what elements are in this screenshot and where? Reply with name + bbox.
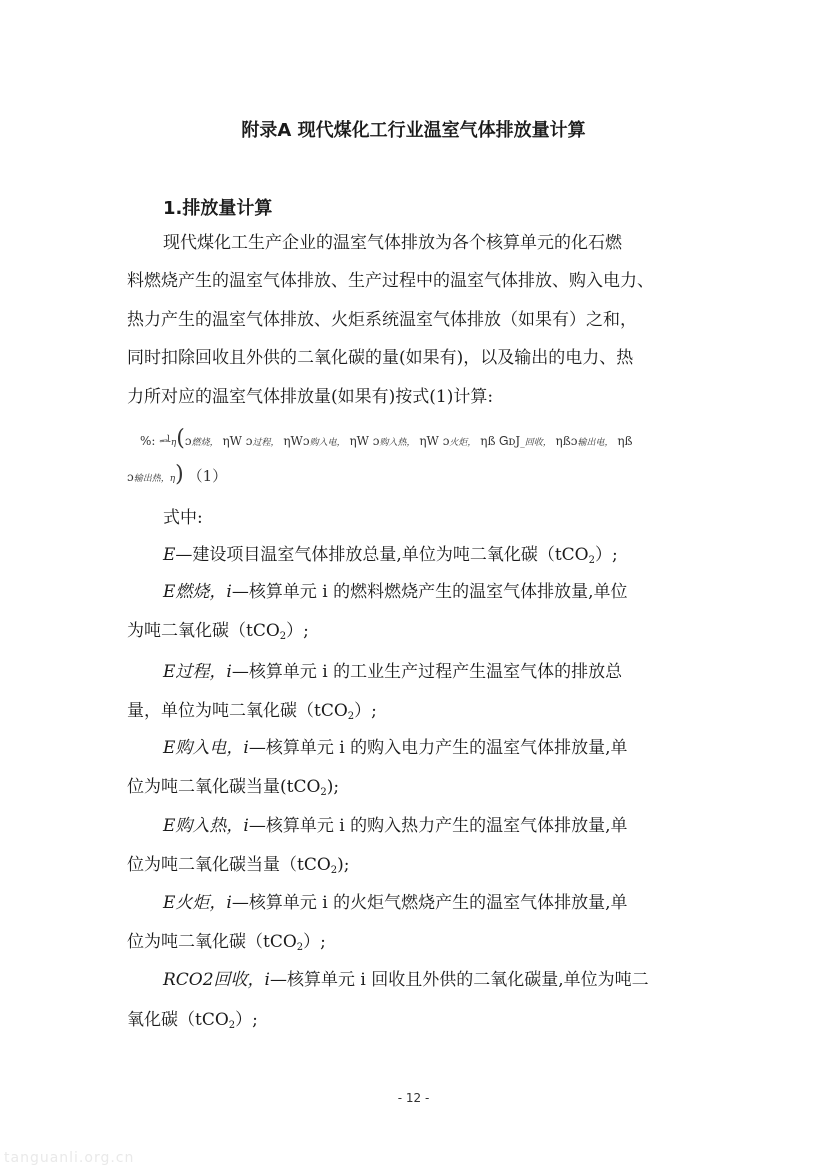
definition-text: —核算单元 i 回收且外供的二氧化碳量,单位为吨二 [270,970,649,990]
page-title: 附录A 现代煤化工行业温室气体排放量计算 [241,120,586,141]
formula-paren: ( [176,426,185,451]
definition-text: —核算单元 i 的购入电力产生的温室气体排放量,单 [248,738,628,758]
formula-subscript: 输出热， [133,474,170,484]
subscript: 2 [279,631,287,642]
definition-line [163,968,649,992]
subscript: 2 [228,1020,236,1031]
definition-line [163,891,628,915]
page-number: - 12 - [397,1091,430,1105]
definition-text: ）; [354,701,377,721]
definition-line [127,775,339,805]
definition-symbol: RCO2回收，i [163,970,270,990]
subscript: 2 [347,711,355,722]
formula-subscript: _回收， [520,438,552,448]
definition-text: ）; [594,545,618,565]
subscript: 2 [330,865,338,876]
definition-line [127,930,326,960]
intro-line: 料燃烧产生的温室气体排放、生产过程中的温室气体排放、购入电力、 [127,271,654,291]
definition-text: 量，单位为吨二氧化碳（tCO [127,701,348,721]
subscript: 2 [296,942,304,953]
formula-term: ɔ [127,470,134,484]
formula-term: ηWɔ [283,434,310,448]
definition-text: —建设项目温室气体排放总量,单位为吨二氧化碳（tCO [175,545,589,565]
definition-line [127,619,309,649]
formula-line-2 [127,462,227,487]
definition-line [127,699,377,729]
definition-line [163,543,618,573]
where-label: 式中: [163,508,203,528]
definition-symbol: E [163,545,176,565]
definition-text: ）; [286,621,309,641]
definition-symbol: E购入电，i [163,738,249,758]
formula-term: ηW ɔ [222,434,253,448]
definition-line [127,1008,258,1038]
definition-text: ); [337,855,350,875]
definition-text: —核算单元 i 的燃料燃烧产生的温室气体排放量,单位 [231,582,628,602]
definition-line [163,660,622,684]
formula-paren: ) [175,462,184,487]
formula-term: ηW ɔ [349,434,380,448]
definition-symbol: E购入热，i [163,816,249,836]
formula-subscript: 火炬， [449,438,477,448]
formula-start: %: [140,434,156,448]
formula-term: ηß ᏀᴅJ [480,434,521,448]
intro-line: 热力产生的温室气体排放、火炬系统温室气体排放（如果有）之和， [127,310,637,330]
definition-text: 氧化碳（tCO [127,1010,229,1030]
formula-subscript: 输出电， [577,438,614,448]
formula-subscript: 购入电， [309,438,346,448]
intro-line: 现代煤化工生产企业的温室气体排放为各个核算单元的化石燃 [163,233,622,253]
definition-line [163,580,628,604]
definition-text: 为吨二氧化碳（tCO [127,621,280,641]
definition-text: —核算单元 i 的火炬气燃烧产生的温室气体排放量,单 [231,893,628,913]
definition-text: —核算单元 i 的工业生产过程产生温室气体的排放总 [231,662,623,682]
formula-subscript: 购入热， [379,438,416,448]
definition-text: ）; [235,1010,258,1030]
definition-symbol: E燃烧，i [163,582,232,602]
formula-symbol: η [169,474,176,484]
definition-text: 位为吨二氧化碳（tCO [127,932,297,952]
definition-line [127,853,350,883]
formula-symbol: ᆋ [159,434,171,448]
section-heading: 1.排放量计算 [163,198,273,219]
intro-line: 同时扣除回收且外供的二氧化碳的量(如果有)，以及输出的电力、热 [127,348,634,368]
definition-line [163,814,628,838]
definition-text: ）; [303,932,326,952]
formula-line-1 [140,426,633,451]
formula-term: ηW ɔ [419,434,450,448]
formula-subscript: 燃烧， [191,438,219,448]
intro-line: 力所对应的温室气体排放量(如果有)按式(1)计算: [127,387,494,407]
subscript: 2 [588,555,595,566]
subscript: 2 [320,787,327,798]
definition-symbol: E火炬，i [163,893,232,913]
formula-symbol: η [170,438,177,448]
formula-subscript: 过程， [252,438,280,448]
definition-line [163,736,628,760]
formula-term: ηß [617,434,633,448]
definition-text: —核算单元 i 的购入热力产生的温室气体排放量,单 [248,816,628,836]
watermark: tanguanli.org.cn [4,1150,135,1166]
definition-text: 位为吨二氧化碳当量（tCO [127,855,331,875]
definition-symbol: E过程，i [163,662,232,682]
definition-text: 位为吨二氧化碳当量(tCO [127,777,321,797]
definition-text: ); [326,777,340,797]
formula-number: （1） [187,467,228,485]
formula-term: ηßɔ [555,434,578,448]
formula-term: ɔ [184,434,192,448]
